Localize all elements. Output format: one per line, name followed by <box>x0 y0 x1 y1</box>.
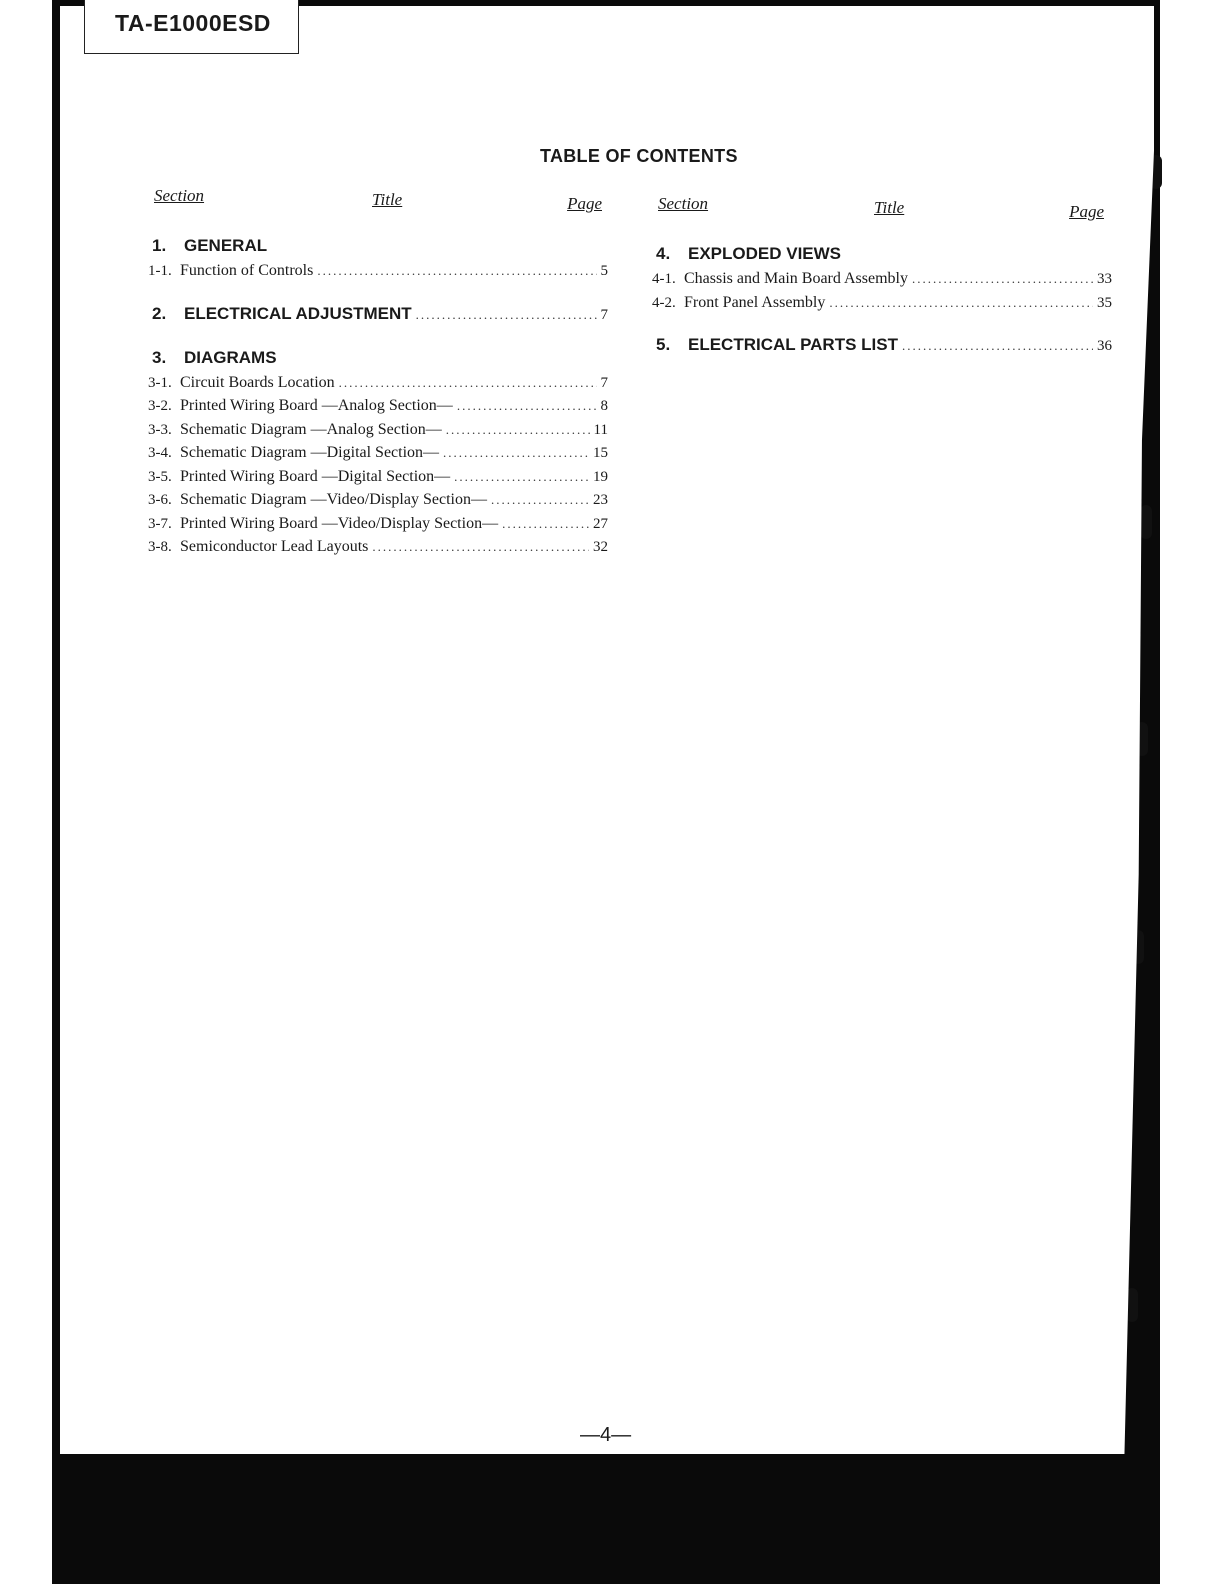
entry-title: Circuit Boards Location <box>180 373 335 391</box>
entry-page: 8 <box>600 398 608 414</box>
section-number: 1. <box>152 236 167 255</box>
dot-leader <box>491 492 589 508</box>
entry-number: 4-1. <box>652 271 676 287</box>
toc-entry <box>148 397 608 421</box>
section-title: EXPLODED VIEWS <box>688 244 842 263</box>
entry-number: 3-1. <box>148 374 172 391</box>
toc-entry <box>148 468 608 492</box>
entry-page: 15 <box>593 445 608 461</box>
entry-page: 19 <box>593 468 608 485</box>
section-heading <box>148 236 608 262</box>
dot-leader <box>443 445 589 461</box>
toc-section <box>148 348 608 562</box>
section-number: 2. <box>152 303 167 323</box>
entry-title: Function of Controls <box>180 262 314 279</box>
entry-number: 3-4. <box>148 445 172 461</box>
dot-leader <box>912 271 1093 287</box>
entry-number: 3-7. <box>148 515 172 532</box>
entry-number: 3-8. <box>148 539 172 555</box>
toc-entry <box>148 421 608 445</box>
toc-section <box>652 335 1112 361</box>
entry-number: 1-1. <box>148 263 172 279</box>
entry-title: Front Panel Assembly <box>684 293 826 311</box>
title-header: Title <box>372 190 403 209</box>
section-page: 36 <box>1097 338 1112 354</box>
scan-margin <box>1160 0 1224 1584</box>
toc-entry <box>652 270 1112 294</box>
entry-title: Schematic Diagram —Analog Section— <box>180 420 442 438</box>
binding-hole-mark <box>1140 505 1152 539</box>
section-title: DIAGRAMS <box>184 347 277 367</box>
model-number: TA-E1000ESD <box>115 10 271 36</box>
dot-leader <box>317 263 596 279</box>
dot-leader <box>502 516 589 532</box>
section-heading <box>652 335 1112 361</box>
entry-page: 7 <box>600 374 608 391</box>
toc-entry <box>148 538 608 562</box>
entry-page: 27 <box>593 515 608 532</box>
section-header: Section <box>658 194 709 213</box>
toc-entry <box>148 491 608 515</box>
page-number: —4— <box>580 1424 632 1446</box>
section-heading <box>148 304 608 330</box>
section-header: Section <box>154 186 205 205</box>
toc-entry <box>652 294 1112 318</box>
dot-leader <box>416 307 597 323</box>
entry-number: 3-5. <box>148 468 172 485</box>
section-number: 3. <box>152 347 167 367</box>
page-title: TABLE OF CONTENTS <box>540 146 738 166</box>
dot-leader <box>446 422 590 438</box>
section-heading <box>652 244 1112 270</box>
entry-page: 23 <box>593 492 608 508</box>
model-label-box <box>84 0 299 54</box>
entry-number: 3-2. <box>148 398 172 414</box>
section-title: GENERAL <box>184 236 268 255</box>
entry-page: 5 <box>600 263 608 279</box>
entry-number: 4-2. <box>652 294 676 311</box>
toc-left-column <box>148 186 608 562</box>
dot-leader <box>902 338 1093 354</box>
entry-title: Printed Wiring Board —Analog Section— <box>180 397 453 414</box>
toc-entry <box>148 374 608 398</box>
entry-title: Printed Wiring Board —Video/Display Section— <box>180 514 499 532</box>
dot-leader <box>339 375 597 391</box>
toc-entry <box>148 444 608 468</box>
toc-entry <box>148 515 608 539</box>
section-heading <box>148 348 608 374</box>
column-headers <box>652 194 1112 234</box>
entry-title: Semiconductor Lead Layouts <box>180 538 369 555</box>
entry-number: 3-3. <box>148 421 172 438</box>
entry-number: 3-6. <box>148 492 172 508</box>
entry-title: Chassis and Main Board Assembly <box>684 270 908 287</box>
dot-leader <box>829 295 1093 311</box>
section-title: ELECTRICAL ADJUSTMENT <box>184 303 412 323</box>
toc-entry <box>148 262 608 286</box>
toc-section <box>148 304 608 330</box>
toc-section <box>652 244 1112 317</box>
entry-title: Printed Wiring Board —Digital Section— <box>180 467 451 485</box>
section-title: ELECTRICAL PARTS LIST <box>688 335 898 354</box>
entry-page: 32 <box>593 539 608 555</box>
entry-page: 35 <box>1097 294 1112 311</box>
page-header: Page <box>1069 202 1104 221</box>
entry-title: Schematic Diagram —Video/Display Section— <box>180 491 487 508</box>
toc-right-column <box>652 194 1112 361</box>
title-header: Title <box>874 198 905 217</box>
toc-section <box>148 236 608 286</box>
entry-page: 33 <box>1097 271 1112 287</box>
section-number: 5. <box>656 335 671 354</box>
dot-leader <box>454 469 589 485</box>
entry-title: Schematic Diagram —Digital Section— <box>180 444 440 461</box>
column-headers <box>148 186 608 226</box>
dot-leader <box>372 539 589 555</box>
page-header: Page <box>567 194 602 213</box>
section-number: 4. <box>656 244 671 263</box>
dot-leader <box>457 398 597 414</box>
entry-page: 11 <box>593 421 608 438</box>
section-page: 7 <box>600 306 608 323</box>
